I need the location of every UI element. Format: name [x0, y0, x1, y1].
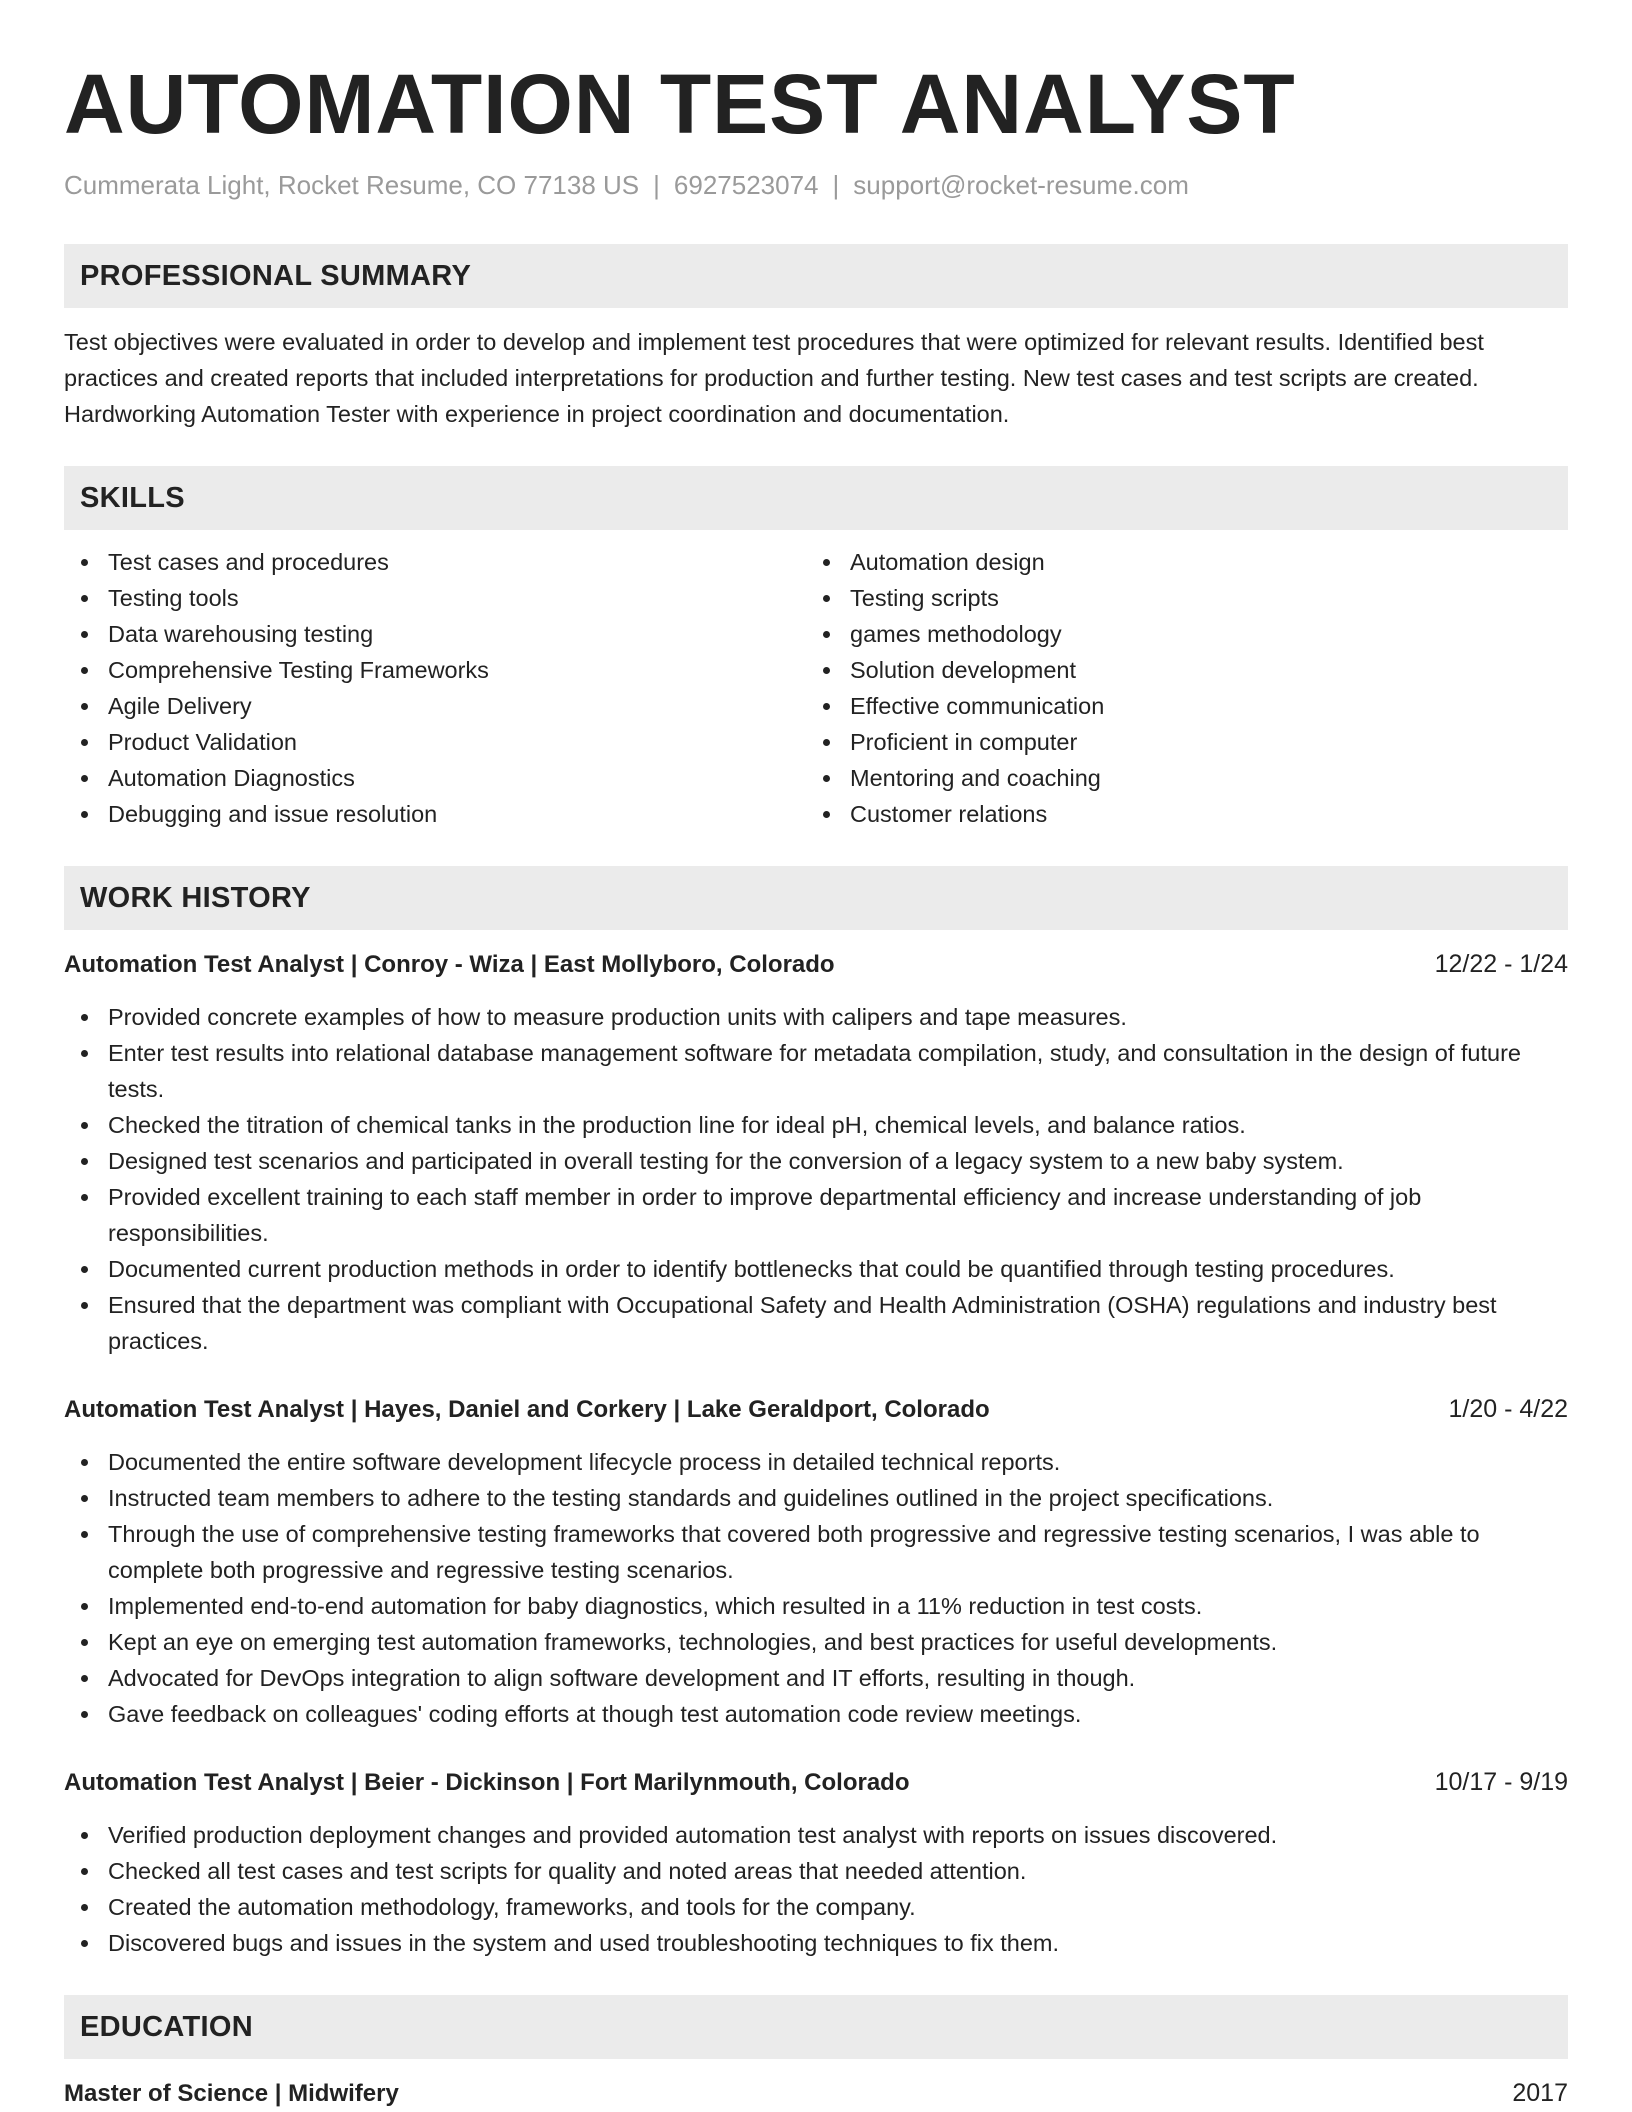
education-year: 2017: [1512, 2079, 1568, 2107]
skill-item: Testing tools: [64, 580, 806, 616]
job-entry: [64, 946, 1568, 1359]
job-bullet: Advocated for DevOps integration to align software development and IT efforts, resulting in though.: [64, 1660, 1568, 1696]
candidate-name: AUTOMATION TEST ANALYST: [64, 57, 1296, 151]
skill-item: games methodology: [806, 616, 1548, 652]
skill-item: Automation design: [806, 544, 1548, 580]
job-bullet: Kept an eye on emerging test automation frameworks, technologies, and best practices for useful developments.: [64, 1624, 1568, 1660]
job-bullet: Through the use of comprehensive testing frameworks that covered both progressive and regressive testing scenarios, I was able to complete both progressive and regressive testing scenarios.: [64, 1516, 1568, 1588]
skill-item: Proficient in computer: [806, 724, 1548, 760]
job-header: [64, 1391, 1568, 1428]
job-bullet: Implemented end-to-end automation for baby diagnostics, which resulted in a 11% reduction in test costs.: [64, 1588, 1568, 1624]
job-header: [64, 1764, 1568, 1801]
skill-item: Product Validation: [64, 724, 806, 760]
education-degree: Master of Science | Midwifery: [64, 2080, 399, 2107]
skill-item: Mentoring and coaching: [806, 760, 1548, 796]
skills-column-right: [806, 544, 1548, 832]
summary-text: Test objectives were evaluated in order to develop and implement test procedures that were optimized for relevant results. Identified best practices and created reports that included interpretations for production and further testing. New test cases and test scripts are created. Hardworking Automation Tester with experience in project coordination and documentation.: [64, 329, 1484, 427]
job-bullet: Ensured that the department was compliant with Occupational Safety and Health Administration (OSHA) regulations and industry best practices.: [64, 1287, 1568, 1359]
skills-list: [64, 544, 1568, 832]
skill-item: Effective communication: [806, 688, 1548, 724]
resume-page: [64, 0, 1568, 2112]
job-bullets: [64, 999, 1568, 1359]
skills-column-left: [64, 544, 806, 832]
section-header-education: EDUCATION: [64, 1995, 1568, 2059]
job-dates: 10/17 - 9/19: [1434, 1768, 1568, 1796]
job-bullet: Checked all test cases and test scripts for quality and noted areas that needed attention.: [64, 1853, 1568, 1889]
skill-item: Agile Delivery: [64, 688, 806, 724]
job-bullet: Documented current production methods in order to identify bottlenecks that could be quantified through testing procedures.: [64, 1251, 1568, 1287]
job-entry: [64, 1764, 1568, 1961]
job-entry: [64, 1391, 1568, 1732]
skill-item: Data warehousing testing: [64, 616, 806, 652]
job-bullets: [64, 1817, 1568, 1961]
job-title: Automation Test Analyst | Beier - Dickinson | Fort Marilynmouth, Colorado: [64, 1769, 910, 1796]
job-bullet: Created the automation methodology, frameworks, and tools for the company.: [64, 1889, 1568, 1925]
skill-item: Testing scripts: [806, 580, 1548, 616]
education-entry: [64, 2075, 1568, 2112]
contact-separator: |: [653, 170, 660, 200]
job-title: Automation Test Analyst | Conroy - Wiza | East Mollyboro, Colorado: [64, 951, 835, 978]
section-header-summary: PROFESSIONAL SUMMARY: [64, 244, 1568, 308]
job-bullet: Provided excellent training to each staff member in order to improve departmental efficiency and increase understanding of job responsibilities.: [64, 1179, 1568, 1251]
job-bullet: Verified production deployment changes and provided automation test analyst with reports on issues discovered.: [64, 1817, 1568, 1853]
job-bullet: Provided concrete examples of how to measure production units with calipers and tape measures.: [64, 999, 1568, 1035]
section-header-skills: SKILLS: [64, 466, 1568, 530]
skill-item: Comprehensive Testing Frameworks: [64, 652, 806, 688]
job-header: [64, 946, 1568, 983]
contact-phone: 6927523074: [673, 170, 819, 200]
job-bullet: Enter test results into relational database management software for metadata compilation, study, and consultation in the design of future tests.: [64, 1035, 1568, 1107]
section-header-work-history: WORK HISTORY: [64, 866, 1568, 930]
contact-separator: |: [832, 170, 840, 200]
skill-item: Debugging and issue resolution: [64, 796, 806, 832]
skill-item: Automation Diagnostics: [64, 760, 806, 796]
job-dates: 1/20 - 4/22: [1448, 1395, 1568, 1423]
job-bullet: Gave feedback on colleagues' coding efforts at though test automation code review meetings.: [64, 1696, 1568, 1732]
skill-item: Customer relations: [806, 796, 1548, 832]
job-bullet: Documented the entire software development lifecycle process in detailed technical reports.: [64, 1444, 1568, 1480]
contact-line: [64, 168, 1568, 202]
job-bullet: Checked the titration of chemical tanks in the production line for ideal pH, chemical levels, and balance ratios.: [64, 1107, 1568, 1143]
job-bullet: Instructed team members to adhere to the testing standards and guidelines outlined in the project specifications.: [64, 1480, 1568, 1516]
job-bullet: Designed test scenarios and participated in overall testing for the conversion of a legacy system to a new baby system.: [64, 1143, 1568, 1179]
job-bullet: Discovered bugs and issues in the system and used troubleshooting techniques to fix them.: [64, 1925, 1568, 1961]
skill-item: Solution development: [806, 652, 1548, 688]
job-title: Automation Test Analyst | Hayes, Daniel and Corkery | Lake Geraldport, Colorado: [64, 1396, 990, 1423]
skill-item: Test cases and procedures: [64, 544, 806, 580]
contact-email: support@rocket-resume.com: [853, 170, 1189, 200]
job-bullets: [64, 1444, 1568, 1732]
job-dates: 12/22 - 1/24: [1434, 950, 1568, 978]
contact-address: Cummerata Light, Rocket Resume, CO 77138 US: [64, 170, 640, 200]
